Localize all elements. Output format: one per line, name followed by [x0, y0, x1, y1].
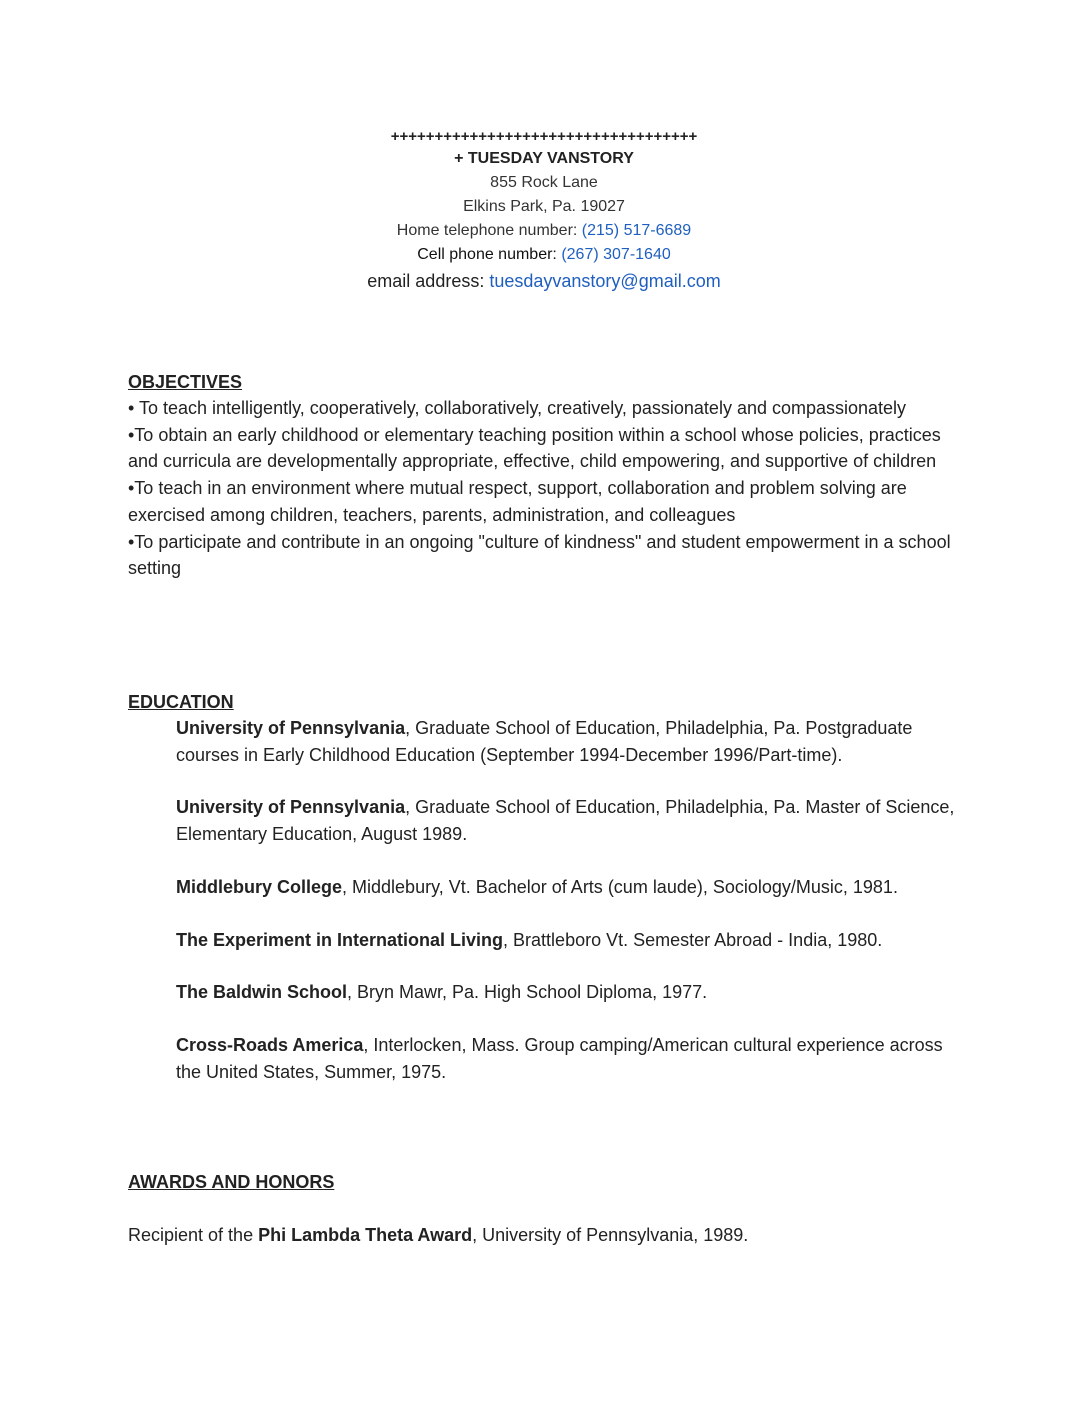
school-details: , Bryn Mawr, Pa. High School Diploma, 1977.	[347, 982, 708, 1003]
award-item	[128, 1222, 958, 1249]
street-address: 855 Rock Lane	[490, 174, 598, 191]
candidate-name: + TUESDAY VANSTORY	[454, 150, 634, 167]
school-name: Cross-Roads America	[176, 1034, 364, 1055]
school-name: Middlebury College	[176, 876, 343, 897]
awards-heading: AWARDS AND HONORS	[128, 1172, 335, 1192]
school-details: , Brattleboro Vt. Semester Abroad - India, 1980.	[503, 929, 883, 950]
cell-phone-link[interactable]: (267) 307-1640	[561, 246, 671, 263]
education-heading: EDUCATION	[128, 692, 234, 712]
education-list	[128, 715, 958, 1085]
education-item	[176, 715, 958, 768]
email-link[interactable]: tuesdayvanstory@gmail.com	[489, 271, 721, 291]
objective-item: •To teach in an environment where mutual respect, support, collaboration and problem solving are exercised among children, teachers, parents, administration, and colleagues	[128, 478, 907, 525]
school-name: The Baldwin School	[176, 982, 348, 1003]
school-details: , Graduate School of Education, Philadelphia, Pa. Master of Science, Elementary Education, August 1989.	[176, 797, 955, 845]
award-name: Phi Lambda Theta Award	[258, 1225, 473, 1245]
education-section	[128, 689, 958, 1085]
award-prefix: Recipient of the	[128, 1225, 259, 1245]
cell-phone-label: Cell phone number:	[417, 246, 562, 263]
objectives-section	[128, 369, 958, 582]
education-item	[176, 874, 958, 901]
email-label: email address:	[367, 271, 490, 291]
home-phone-link[interactable]: (215) 517-6689	[581, 222, 692, 239]
objectives-heading: OBJECTIVES	[128, 372, 243, 392]
objective-item: •To participate and contribute in an ongoing "culture of kindness" and student empowerment in a school setting	[128, 531, 951, 579]
education-item	[176, 979, 958, 1006]
education-item	[176, 927, 958, 954]
home-phone-line	[0, 219, 1088, 243]
objective-item: •To obtain an early childhood or elementary teaching position within a school whose policies, practices and curricula are developmentally appropriate, effective, child empowering, and supportive of children	[128, 424, 941, 472]
awards-section	[128, 1169, 958, 1249]
award-suffix: , University of Pennsylvania, 1989.	[472, 1225, 749, 1245]
objective-item: • To teach intelligently, cooperatively, collaboratively, creatively, passionately and compassionately	[128, 398, 907, 418]
city-address: Elkins Park, Pa. 19027	[463, 198, 625, 215]
home-phone-label: Home telephone number:	[396, 222, 582, 239]
school-name: The Experiment in International Living	[176, 929, 504, 950]
school-details: , Interlocken, Mass. Group camping/American cultural experience across the United States, Summer, 1975.	[176, 1034, 943, 1082]
cell-phone-line	[0, 243, 1088, 267]
email-line	[0, 267, 1088, 295]
school-name: University of Pennsylvania	[176, 718, 406, 738]
school-details: , Graduate School of Education, Philadelphia, Pa. Postgraduate courses in Early Childhood Education (September 1994-December 1996/Part-time).	[176, 718, 913, 765]
decorative-plus-line: +++++++++++++++++++++++++++++++++++	[390, 128, 698, 145]
education-item	[176, 794, 958, 847]
education-item	[176, 1032, 958, 1085]
contact-header	[0, 127, 1088, 295]
school-details: , Middlebury, Vt. Bachelor of Arts (cum laude), Sociology/Music, 1981.	[342, 876, 898, 897]
school-name: University of Pennsylvania	[176, 797, 406, 818]
